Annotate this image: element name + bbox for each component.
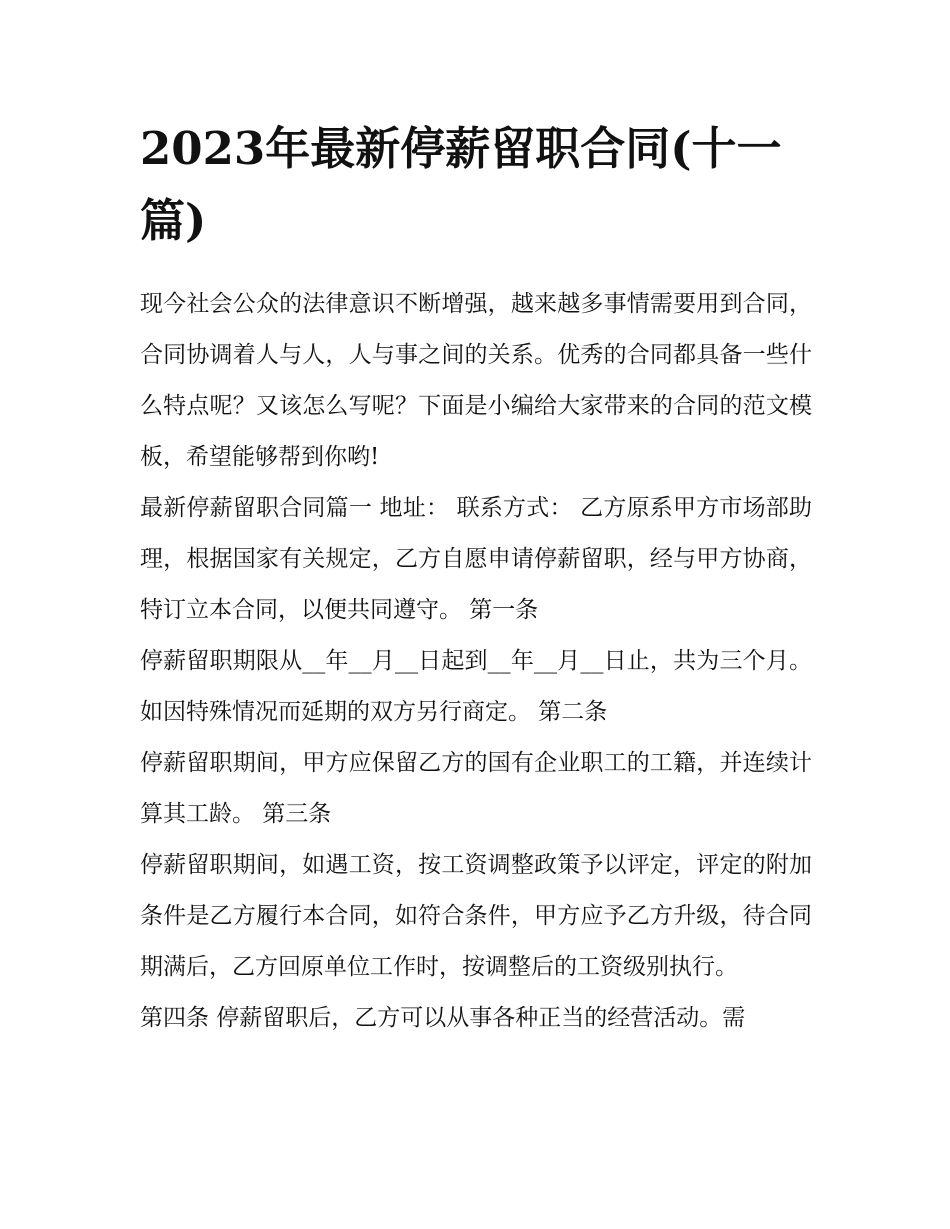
paragraph-article-2: 停薪留职期间，甲方应保留乙方的国有企业职工的工籍，并连续计算其工龄。 第三条: [140, 750, 812, 827]
paragraph-article-1: 停薪留职期限从__年__月__日起到__年__月__日止，共为三个月。如因特殊情况而延期的双方另行商定。 第二条: [140, 648, 812, 725]
document-body: [140, 113, 812, 1044]
document-title: 2023年最新停薪留职合同(十一篇): [140, 122, 782, 247]
paragraph-article-4: 第四条 停薪留职后，乙方可以从事各种正当的经营活动。需: [140, 1005, 746, 1031]
paragraph-intro: 现今社会公众的法律意识不断增强，越来越多事情需要用到合同，合同协调着人与人，人与事之间的关系。优秀的合同都具备一些什么特点呢？又该怎么写呢？下面是小编给大家带来的合同的范文模板，希望能够帮到你哟!: [140, 291, 812, 470]
paragraph-article-3: 停薪留职期间，如遇工资，按工资调整政策予以评定，评定的附加条件是乙方履行本合同，如符合条件，甲方应予乙方升级，待合同期满后，乙方回原单位工作时，按调整后的工资级别执行。: [140, 852, 812, 980]
paragraph-contract-opening: 最新停薪留职合同篇一 地址： 联系方式： 乙方原系甲方市场部助理，根据国家有关规定，乙方自愿申请停薪留职，经与甲方协商，特订立本合同，以便共同遵守。 第一条: [140, 495, 812, 623]
